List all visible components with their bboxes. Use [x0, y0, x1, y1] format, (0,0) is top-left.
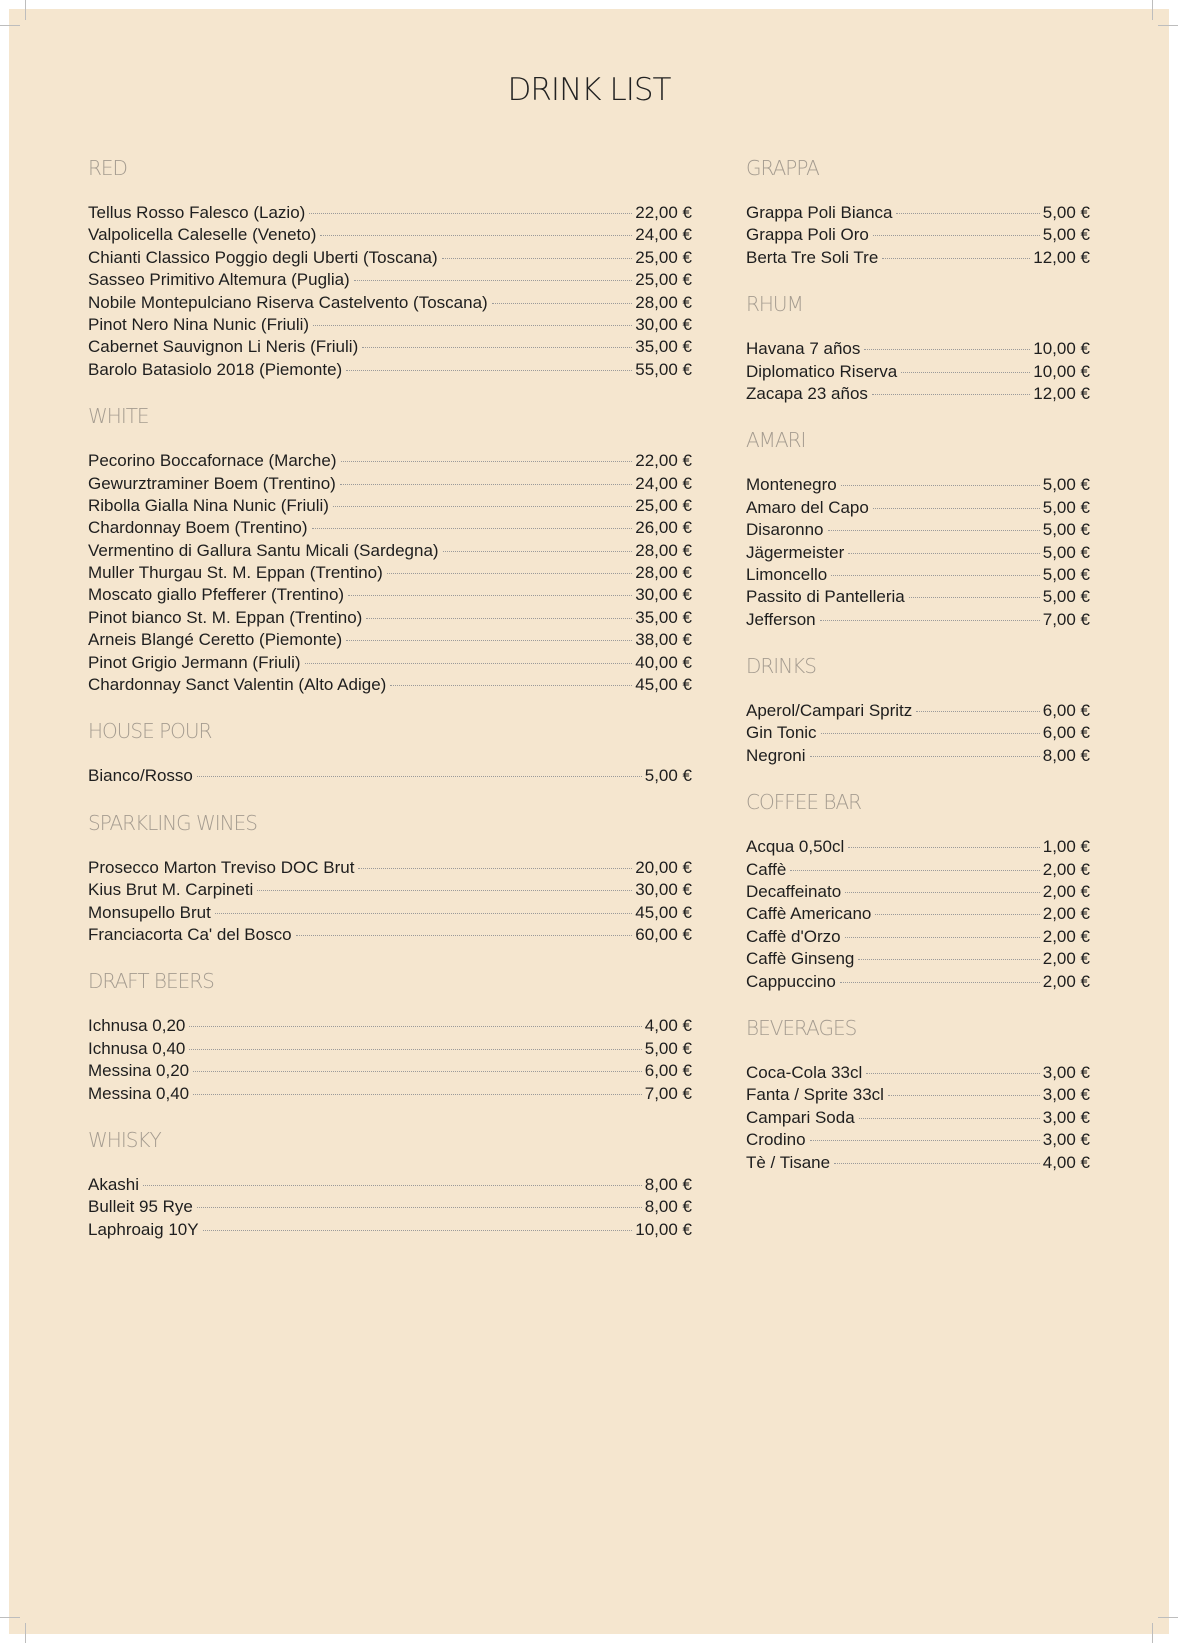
item-name: Gin Tonic [746, 723, 817, 743]
item-price: 28,00 € [635, 563, 692, 583]
section-title: AMARI [746, 428, 806, 453]
item-name: Berta Tre Soli Tre [746, 247, 879, 267]
crop-mark [1158, 1617, 1178, 1618]
item-name: Grappa Poli Bianca [746, 203, 893, 222]
item-price: 24,00 € [635, 473, 692, 493]
menu-item [746, 948, 1090, 970]
dot-leader [189, 1049, 641, 1050]
menu-section-grappa [746, 155, 1090, 269]
menu-item [746, 247, 1090, 269]
dot-leader [828, 530, 1040, 531]
dot-leader [916, 711, 1039, 712]
item-price: 26,00 € [635, 518, 692, 538]
item-name: Barolo Batasiolo 2018 (Piemonte) [88, 359, 343, 379]
dot-leader [790, 870, 1039, 871]
item-price: 10,00 € [635, 1219, 692, 1239]
menu-item [88, 652, 692, 674]
menu-item [88, 1015, 692, 1037]
menu-item [88, 607, 692, 629]
menu-item [88, 292, 692, 314]
item-price: 22,00 € [635, 451, 692, 471]
item-name: Acqua 0,50cl [746, 837, 845, 857]
dot-leader [873, 235, 1040, 236]
crop-mark [25, 1623, 26, 1643]
dot-leader [845, 937, 1040, 938]
menu-section-beverages [746, 1015, 1090, 1174]
item-name: Diplomatico Riserva [746, 361, 898, 381]
dot-leader [442, 258, 633, 259]
menu-item [88, 765, 692, 787]
menu-section-whisky [88, 1127, 692, 1241]
crop-mark [25, 0, 26, 20]
item-name: Moscato giallo Pfefferer (Trentino) [88, 585, 345, 605]
item-price: 28,00 € [635, 292, 692, 312]
item-price: 6,00 € [1042, 723, 1090, 743]
item-price: 6,00 € [644, 1061, 692, 1081]
dot-leader [203, 1230, 633, 1231]
item-name: Aperol/Campari Spritz [746, 701, 913, 721]
section-title: RED [88, 156, 127, 180]
section-title: HOUSE POUR [88, 719, 212, 744]
menu-section-amari [746, 427, 1090, 631]
item-price: 25,00 € [635, 270, 692, 290]
dot-leader [358, 868, 632, 869]
item-price: 10,00 € [1033, 339, 1090, 359]
section-title: SPARKLING WINES [88, 810, 257, 835]
item-price: 20,00 € [635, 857, 692, 877]
dot-leader [810, 1140, 1040, 1141]
crop-mark [1152, 1623, 1153, 1643]
dot-leader [845, 892, 1040, 893]
menu-item [88, 450, 692, 472]
dot-leader [896, 213, 1039, 214]
menu-item [88, 562, 692, 584]
dot-leader [443, 551, 633, 552]
menu-item [746, 338, 1090, 360]
menu-item [88, 1038, 692, 1060]
item-price: 45,00 € [635, 902, 692, 922]
item-name: Zacapa 23 años [746, 383, 868, 403]
dot-leader [366, 618, 632, 619]
item-name: Passito di Pantelleria [746, 587, 905, 607]
item-name: Laphroaig 10Y [88, 1219, 199, 1239]
dot-leader [492, 303, 633, 304]
menu-item [88, 359, 692, 381]
section-title: COFFEE BAR [746, 790, 862, 815]
dot-leader [296, 935, 633, 936]
dot-leader [810, 756, 1040, 757]
item-name: Grappa Poli Oro [746, 225, 869, 245]
dot-leader [193, 1071, 642, 1072]
dot-leader [309, 213, 632, 214]
dot-leader [859, 1118, 1040, 1119]
item-name: Limoncello [746, 564, 828, 584]
menu-item [88, 336, 692, 358]
item-name: Muller Thurgau St. M. Eppan (Trentino) [88, 563, 383, 583]
dot-leader [346, 640, 632, 641]
item-price: 6,00 € [1042, 701, 1090, 721]
menu-item [88, 1083, 692, 1105]
crop-mark [1158, 25, 1178, 26]
item-price: 5,00 € [644, 1038, 692, 1058]
item-name: Pinot Grigio Jermann (Friuli) [88, 652, 301, 672]
dot-leader [872, 394, 1030, 395]
item-price: 1,00 € [1042, 837, 1090, 857]
dot-leader [873, 508, 1040, 509]
item-name: Coca-Cola 33cl [746, 1062, 863, 1082]
item-name: Sasseo Primitivo Altemura (Puglia) [88, 270, 350, 290]
page-title: DRINK LIST [507, 72, 671, 108]
item-price: 5,00 € [644, 766, 692, 786]
menu-item [88, 495, 692, 517]
item-price: 5,00 € [1042, 225, 1090, 245]
item-name: Arneis Blangé Ceretto (Piemonte) [88, 630, 343, 650]
menu-item [88, 1219, 692, 1241]
menu-item [746, 383, 1090, 405]
item-name: Montenegro [746, 475, 837, 495]
item-name: Cabernet Sauvignon Li Neris (Friuli) [88, 337, 359, 357]
dot-leader [305, 663, 633, 664]
dot-leader [193, 1094, 642, 1095]
item-name: Tellus Rosso Falesco (Lazio) [88, 203, 306, 222]
item-price: 38,00 € [635, 630, 692, 650]
menu-item [746, 1062, 1090, 1084]
item-price: 2,00 € [1042, 859, 1090, 879]
item-price: 5,00 € [1042, 497, 1090, 517]
menu-item [746, 474, 1090, 496]
menu-item [746, 564, 1090, 586]
item-price: 25,00 € [635, 247, 692, 267]
item-price: 35,00 € [635, 337, 692, 357]
section-title: DRINKS [746, 654, 816, 679]
item-price: 35,00 € [635, 607, 692, 627]
dot-leader [341, 461, 633, 462]
item-price: 45,00 € [635, 675, 692, 695]
item-price: 25,00 € [635, 495, 692, 515]
menu-section-sparkling-wines [88, 810, 692, 947]
item-price: 3,00 € [1042, 1062, 1090, 1082]
menu-item [746, 542, 1090, 564]
menu-item [746, 903, 1090, 925]
dot-leader [362, 347, 632, 348]
item-price: 5,00 € [1042, 520, 1090, 540]
dot-leader [312, 528, 633, 529]
menu-item [746, 224, 1090, 246]
item-price: 4,00 € [644, 1016, 692, 1036]
item-name: Pinot Nero Nina Nunic (Friuli) [88, 314, 310, 334]
item-name: Gewurztraminer Boem (Trentino) [88, 473, 336, 493]
menu-item [746, 1084, 1090, 1106]
item-price: 8,00 € [644, 1174, 692, 1194]
item-name: Monsupello Brut [88, 902, 211, 922]
item-price: 55,00 € [635, 359, 692, 379]
item-name: Negroni [746, 745, 806, 765]
item-name: Chardonnay Boem (Trentino) [88, 518, 308, 538]
menu-item [746, 519, 1090, 541]
crop-mark [1152, 0, 1153, 20]
menu-item [88, 629, 692, 651]
dot-leader [840, 982, 1040, 983]
item-price: 2,00 € [1042, 882, 1090, 902]
dot-leader [888, 1095, 1040, 1096]
menu-item [746, 1107, 1090, 1129]
item-price: 4,00 € [1042, 1152, 1090, 1172]
menu-item [88, 473, 692, 495]
dot-leader [882, 258, 1030, 259]
item-name: Valpolicella Caleselle (Veneto) [88, 225, 317, 245]
item-price: 3,00 € [1042, 1085, 1090, 1105]
item-name: Messina 0,40 [88, 1083, 190, 1103]
item-price: 40,00 € [635, 652, 692, 672]
item-name: Disaronno [746, 520, 824, 540]
menu-section-white [88, 403, 692, 696]
item-name: Nobile Montepulciano Riserva Castelvento (Toscana) [88, 292, 488, 312]
left-column [88, 155, 692, 1263]
menu-item [88, 314, 692, 336]
menu-item [88, 879, 692, 901]
menu-item [746, 1129, 1090, 1151]
dot-leader [333, 506, 632, 507]
section-title: GRAPPA [746, 156, 819, 180]
item-name: Ichnusa 0,40 [88, 1038, 186, 1058]
menu-item [88, 247, 692, 269]
menu-item [746, 859, 1090, 881]
item-price: 7,00 € [1042, 609, 1090, 629]
menu-item [88, 924, 692, 946]
item-price: 2,00 € [1042, 926, 1090, 946]
item-name: Chianti Classico Poggio degli Uberti (Toscana) [88, 247, 438, 267]
item-price: 5,00 € [1042, 542, 1090, 562]
menu-item [746, 361, 1090, 383]
menu-item [88, 1174, 692, 1196]
menu-item [88, 1196, 692, 1218]
menu-item [746, 971, 1090, 993]
menu-item [746, 722, 1090, 744]
item-price: 28,00 € [635, 540, 692, 560]
menu-item [88, 540, 692, 562]
dot-leader [348, 595, 632, 596]
item-price: 8,00 € [1042, 745, 1090, 765]
menu-item [88, 674, 692, 696]
item-name: Messina 0,20 [88, 1061, 190, 1081]
dot-leader [387, 573, 632, 574]
item-name: Decaffeinato [746, 882, 842, 902]
item-name: Caffè d'Orzo [746, 926, 841, 946]
dot-leader [215, 913, 632, 914]
section-title: RHUM [746, 292, 803, 317]
section-title: BEVERAGES [746, 1015, 857, 1040]
menu-item [746, 836, 1090, 858]
item-price: 30,00 € [635, 314, 692, 334]
item-price: 5,00 € [1042, 564, 1090, 584]
dot-leader [909, 597, 1040, 598]
dot-leader [189, 1026, 641, 1027]
menu-section-house-pour [88, 718, 692, 787]
item-price: 12,00 € [1033, 383, 1090, 403]
menu-item [746, 745, 1090, 767]
item-price: 12,00 € [1033, 247, 1090, 267]
item-name: Cappuccino [746, 971, 836, 991]
dot-leader [340, 484, 632, 485]
item-name: Amaro del Capo [746, 497, 869, 517]
section-title: DRAFT BEERS [88, 969, 214, 994]
item-name: Crodino [746, 1130, 806, 1150]
menu-item [88, 224, 692, 246]
item-name: Bulleit 95 Rye [88, 1197, 193, 1217]
item-name: Ichnusa 0,20 [88, 1016, 186, 1036]
dot-leader [257, 890, 632, 891]
dot-leader [346, 370, 632, 371]
item-name: Campari Soda [746, 1107, 855, 1127]
item-name: Vermentino di Gallura Santu Micali (Sardegna) [88, 540, 439, 560]
item-name: Tè / Tisane [746, 1152, 831, 1172]
crop-mark [0, 1617, 20, 1618]
menu-item [88, 584, 692, 606]
dot-leader [820, 620, 1040, 621]
item-price: 22,00 € [635, 203, 692, 222]
item-name: Chardonnay Sanct Valentin (Alto Adige) [88, 675, 387, 695]
dot-leader [848, 553, 1039, 554]
menu-item [88, 269, 692, 291]
item-name: Havana 7 años [746, 339, 861, 359]
right-column [746, 155, 1090, 1196]
menu-item [746, 700, 1090, 722]
dot-leader [390, 685, 632, 686]
item-price: 8,00 € [644, 1197, 692, 1217]
dot-leader [875, 914, 1039, 915]
crop-mark [0, 25, 20, 26]
item-name: Prosecco Marton Treviso DOC Brut [88, 857, 355, 877]
item-name: Jägermeister [746, 542, 845, 562]
dot-leader [320, 235, 632, 236]
menu-item [746, 202, 1090, 224]
item-price: 30,00 € [635, 585, 692, 605]
menu-item [88, 857, 692, 879]
menu-item [746, 881, 1090, 903]
menu-item [88, 1060, 692, 1082]
menu-section-coffee-bar [746, 789, 1090, 993]
menu-section-red [88, 155, 692, 381]
menu-item [746, 1152, 1090, 1174]
dot-leader [834, 1163, 1040, 1164]
dot-leader [354, 280, 633, 281]
item-price: 7,00 € [644, 1083, 692, 1103]
dot-leader [858, 959, 1039, 960]
item-price: 10,00 € [1033, 361, 1090, 381]
menu-item [746, 586, 1090, 608]
item-price: 30,00 € [635, 880, 692, 900]
item-name: Akashi [88, 1174, 140, 1194]
item-name: Pinot bianco St. M. Eppan (Trentino) [88, 607, 363, 627]
item-price: 5,00 € [1042, 587, 1090, 607]
dot-leader [831, 575, 1039, 576]
dot-leader [848, 847, 1039, 848]
item-name: Kius Brut M. Carpineti [88, 880, 254, 900]
dot-leader [197, 776, 642, 777]
menu-item [88, 202, 692, 224]
menu-section-draft-beers [88, 968, 692, 1105]
item-name: Caffè [746, 859, 787, 879]
dot-leader [143, 1185, 642, 1186]
dot-leader [197, 1207, 642, 1208]
item-name: Ribolla Gialla Nina Nunic (Friuli) [88, 495, 329, 515]
item-name: Franciacorta Ca' del Bosco [88, 924, 292, 944]
item-price: 60,00 € [635, 924, 692, 944]
item-price: 5,00 € [1042, 203, 1090, 222]
dot-leader [841, 485, 1040, 486]
item-name: Caffè Americano [746, 904, 872, 924]
item-name: Jefferson [746, 609, 816, 629]
item-name: Pecorino Boccafornace (Marche) [88, 451, 337, 471]
item-name: Bianco/Rosso [88, 766, 193, 786]
dot-leader [821, 733, 1040, 734]
item-name: Caffè Ginseng [746, 949, 855, 969]
section-title: WHISKY [88, 1127, 161, 1152]
item-price: 5,00 € [1042, 475, 1090, 495]
menu-section-rhum [746, 291, 1090, 405]
item-price: 3,00 € [1042, 1130, 1090, 1150]
section-title: WHITE [88, 404, 149, 429]
menu-item [88, 517, 692, 539]
menu-item [746, 609, 1090, 631]
menu-item [746, 926, 1090, 948]
dot-leader [901, 372, 1030, 373]
item-price: 2,00 € [1042, 904, 1090, 924]
dot-leader [864, 349, 1030, 350]
dot-leader [866, 1073, 1040, 1074]
dot-leader [313, 325, 632, 326]
item-price: 2,00 € [1042, 971, 1090, 991]
menu-item [88, 902, 692, 924]
menu-section-drinks [746, 653, 1090, 767]
menu-item [746, 497, 1090, 519]
item-price: 24,00 € [635, 225, 692, 245]
item-price: 3,00 € [1042, 1107, 1090, 1127]
item-price: 2,00 € [1042, 949, 1090, 969]
item-name: Fanta / Sprite 33cl [746, 1085, 884, 1105]
